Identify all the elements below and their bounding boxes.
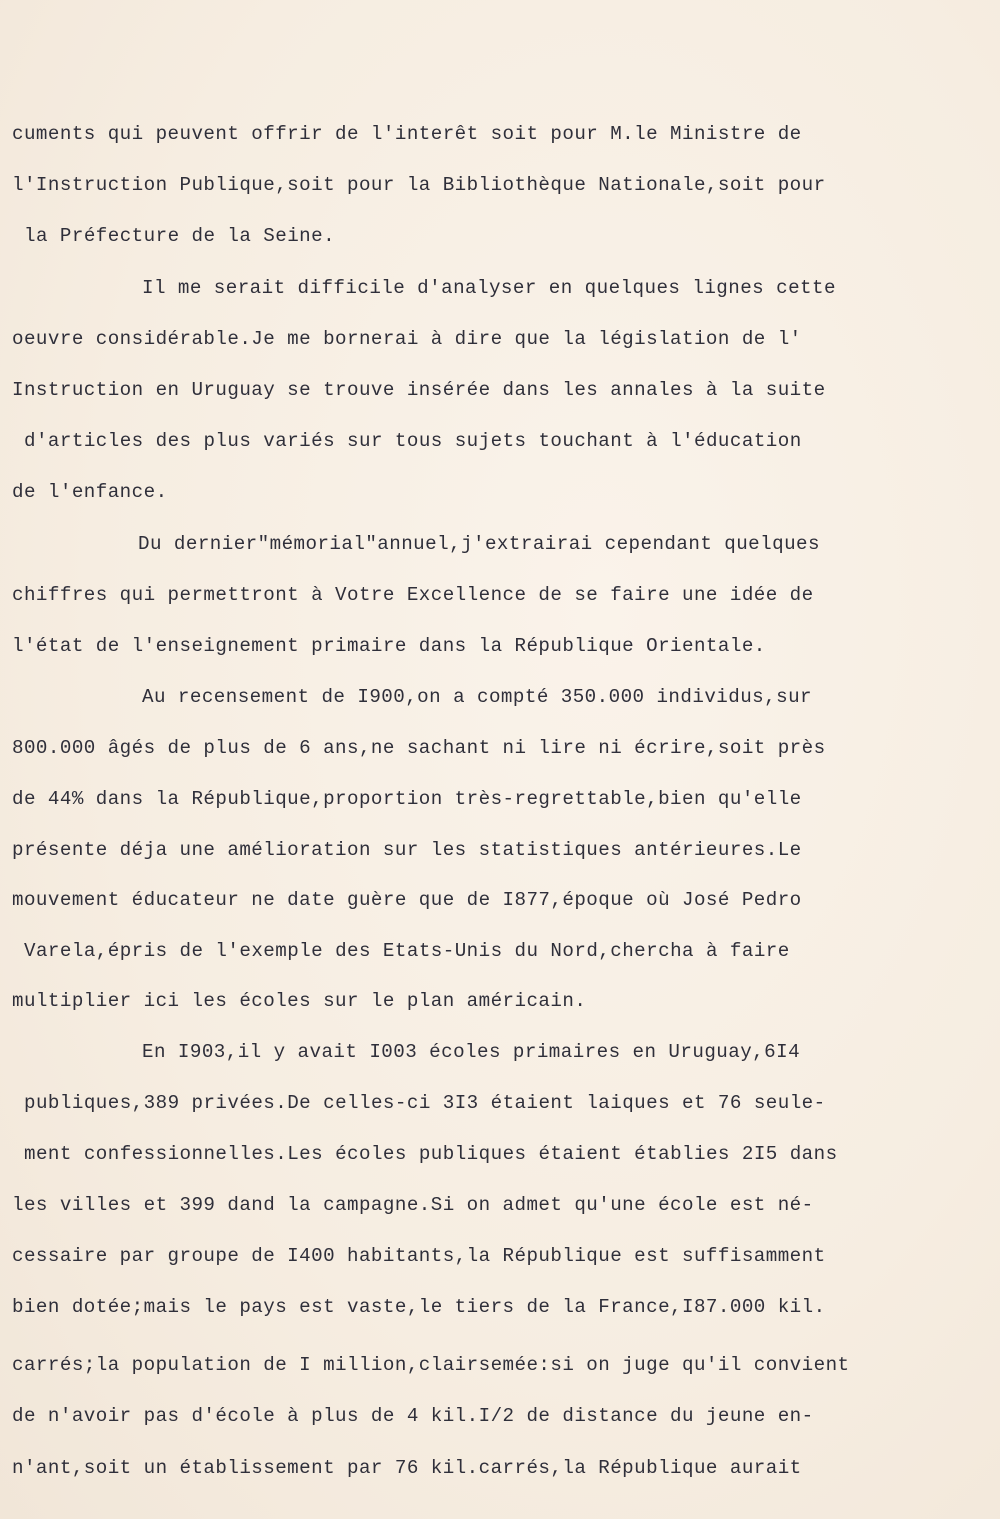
text-line: la Préfecture de la Seine.	[24, 225, 336, 247]
text-line: ment confessionnelles.Les écoles publiques étaient établies 2I5 dans	[24, 1143, 838, 1165]
text-line: Au recensement de I900,on a compté 350.000 individus,sur	[142, 686, 813, 708]
text-line: l'Instruction Publique,soit pour la Bibliothèque Nationale,soit pour	[12, 174, 826, 196]
text-line: de n'avoir pas d'école à plus de 4 kil.I/2 de distance du jeune en-	[12, 1405, 814, 1427]
text-line: carrés;la population de I million,clairsemée:si on juge qu'il convient	[12, 1354, 850, 1376]
text-line: mouvement éducateur ne date guère que de I877,époque où José Pedro	[12, 889, 802, 911]
text-line: Il me serait difficile d'analyser en quelques lignes cette	[142, 277, 836, 299]
text-line: bien dotée;mais le pays est vaste,le tiers de la France,I87.000 kil.	[12, 1296, 826, 1318]
text-line: n'ant,soit un établissement par 76 kil.carrés,la République aurait	[12, 1457, 802, 1479]
text-line: multiplier ici les écoles sur le plan américain.	[12, 990, 587, 1012]
text-line: chiffres qui permettront à Votre Excellence de se faire une idée de	[12, 584, 814, 606]
text-line: de l'enfance.	[12, 481, 168, 503]
text-line: présente déja une amélioration sur les statistiques antérieures.Le	[12, 839, 802, 861]
text-line: d'articles des plus variés sur tous sujets touchant à l'éducation	[24, 430, 802, 452]
text-line: l'état de l'enseignement primaire dans la République Orientale.	[12, 635, 766, 657]
text-line: oeuvre considérable.Je me bornerai à dire que la législation de l'	[12, 328, 802, 350]
text-line: Varela,épris de l'exemple des Etats-Unis du Nord,chercha à faire	[24, 940, 790, 962]
text-line: Instruction en Uruguay se trouve insérée dans les annales à la suite	[12, 379, 826, 401]
text-line: cuments qui peuvent offrir de l'interêt soit pour M.le Ministre de	[12, 123, 802, 145]
text-line: de 44% dans la République,proportion très-regrettable,bien qu'elle	[12, 788, 802, 810]
text-line: publiques,389 privées.De celles-ci 3I3 étaient laiques et 76 seule-	[24, 1092, 826, 1114]
text-line: En I903,il y avait I003 écoles primaires en Uruguay,6I4	[142, 1041, 801, 1063]
text-line: Du dernier"mémorial"annuel,j'extrairai cependant quelques	[138, 533, 820, 555]
text-line: 800.000 âgés de plus de 6 ans,ne sachant ni lire ni écrire,soit près	[12, 737, 826, 759]
text-line: les villes et 399 dand la campagne.Si on admet qu'une école est né-	[12, 1194, 814, 1216]
text-line: cessaire par groupe de I400 habitants,la République est suffisamment	[12, 1245, 826, 1267]
